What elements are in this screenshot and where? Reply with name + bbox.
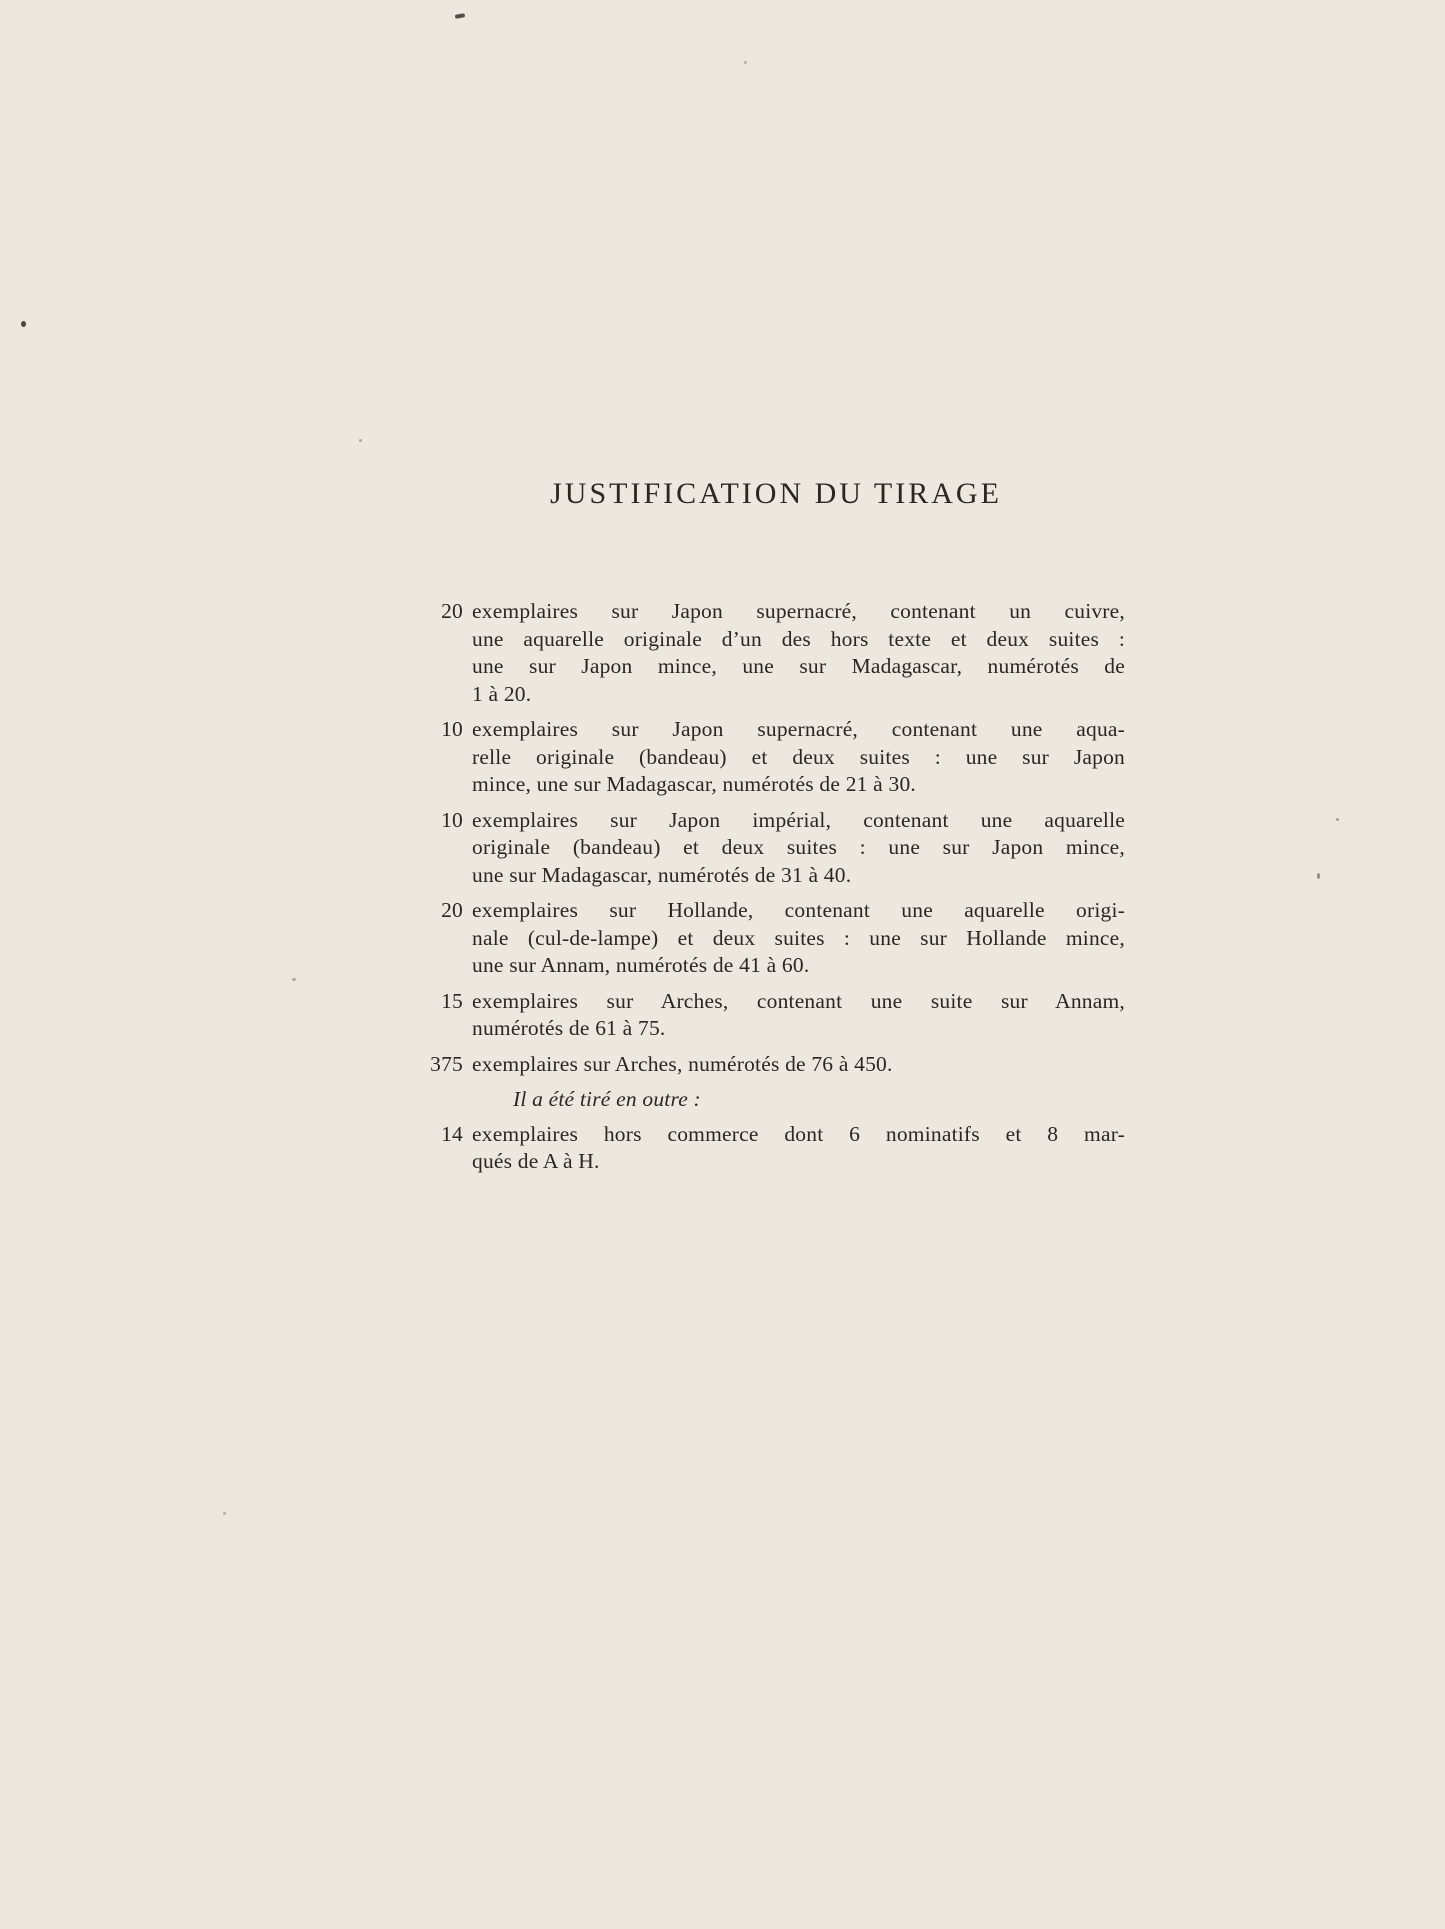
item-text (472, 1051, 1125, 1079)
text-line: 1 à 20. (472, 681, 532, 706)
text-line: exemplaires sur Hollande, contenant une aquarelle origi- (472, 898, 1125, 922)
tirage-item (420, 988, 1132, 1043)
text-line: qués de A à H. (472, 1149, 600, 1173)
paper-speck (744, 61, 747, 64)
text-line: une sur Madagascar, numérotés de 31 à 40. (472, 862, 852, 887)
text-line: exemplaires sur Arches, contenant une suite sur Annam, (472, 988, 1125, 1013)
text-line: exemplaires hors commerce dont 6 nominatifs et 8 mar- (472, 1121, 1125, 1146)
paper-speck (455, 13, 466, 19)
item-text (472, 897, 1125, 980)
copy-count: 10 (441, 807, 463, 832)
item-text (472, 716, 1125, 799)
paper-speck (21, 321, 26, 327)
tirage-item (420, 716, 1132, 799)
copy-count: 15 (441, 988, 463, 1013)
tirage-item (420, 807, 1132, 890)
paper-speck (292, 978, 296, 981)
copy-count: 20 (441, 898, 463, 922)
tirage-item (420, 598, 1132, 708)
tirage-item (420, 1051, 1132, 1079)
text-line: une sur Annam, numérotés de 41 à 60. (472, 953, 810, 977)
text-line: numérotés de 61 à 75. (472, 1016, 666, 1040)
copy-count: 375 (430, 1051, 463, 1076)
text-line: nale (cul-de-lampe) et deux suites : une sur Hollande mince, (472, 925, 1125, 950)
text-line: exemplaires sur Japon supernacré, contenant une aqua- (472, 717, 1125, 741)
text-line: exemplaires sur Arches, numérotés de 76 à 450. (472, 1051, 893, 1076)
item-text (472, 1121, 1125, 1176)
paper-speck (223, 1512, 226, 1515)
text-line: une sur Japon mince, une sur Madagascar, numérotés de (472, 654, 1125, 678)
text-line: exemplaires sur Japon impérial, contenant une aquarelle (472, 807, 1125, 832)
tirage-item (420, 897, 1132, 980)
page-title: JUSTIFICATION DU TIRAGE (550, 477, 1002, 510)
text-line: originale (bandeau) et deux suites : une sur Japon mince, (472, 835, 1125, 859)
item-text (472, 598, 1125, 708)
text-line: une aquarelle originale d’un des hors texte et deux suites : (472, 626, 1125, 651)
note-line: Il a été tiré en outre : (513, 1087, 701, 1111)
text-line: relle originale (bandeau) et deux suites : une sur Japon (472, 744, 1125, 769)
tirage-item (420, 1121, 1132, 1176)
copy-count: 10 (441, 717, 463, 741)
text-line: exemplaires sur Japon supernacré, contenant un cuivre, (472, 599, 1125, 623)
copy-count: 14 (441, 1121, 463, 1146)
tirage-list (420, 598, 1132, 1184)
paper-speck (1317, 873, 1320, 879)
item-text (472, 807, 1125, 890)
paper-speck (1336, 818, 1339, 821)
item-text (472, 988, 1125, 1043)
paper-speck (359, 439, 362, 442)
text-line: mince, une sur Madagascar, numérotés de 21 à 30. (472, 772, 916, 796)
copy-count: 20 (441, 599, 463, 623)
